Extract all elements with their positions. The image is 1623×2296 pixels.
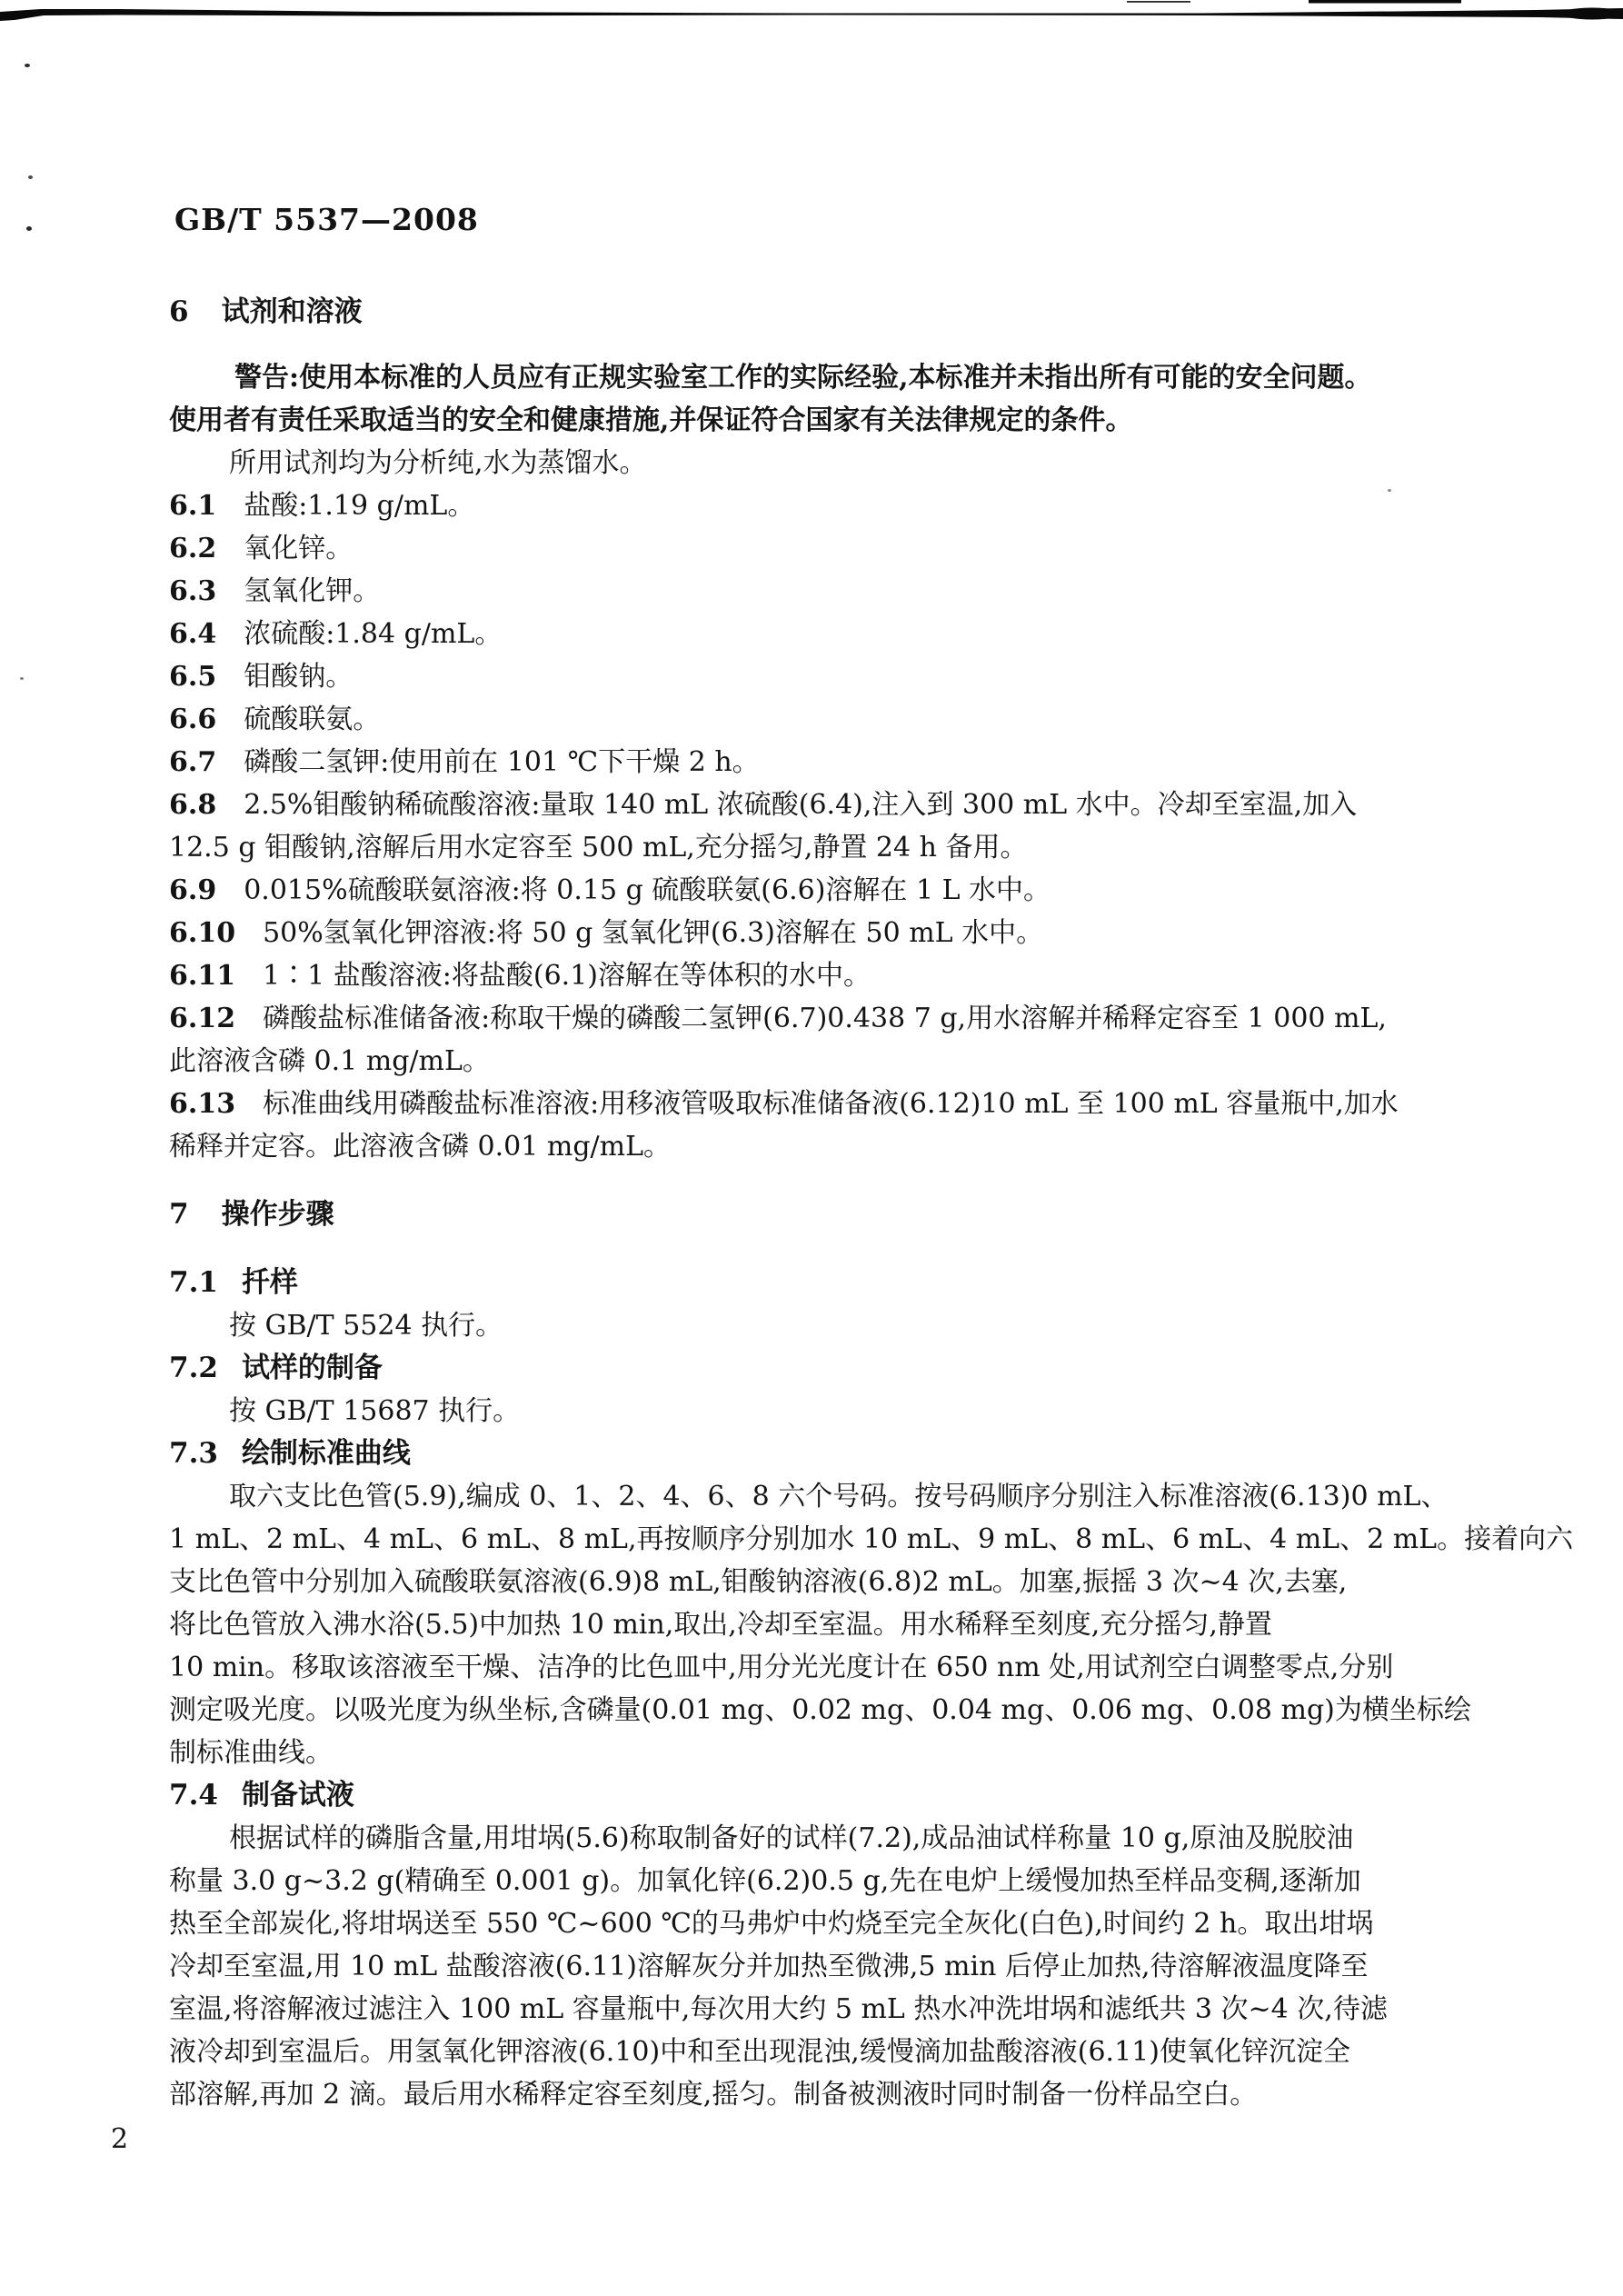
clause-7-2-heading [169, 1347, 1459, 1390]
scan-speck [26, 226, 32, 231]
clause-text: 氢氧化钾。 [244, 575, 381, 607]
clause-text: 硫酸联氨。 [244, 704, 381, 735]
heading-text: 操作步骤 [221, 1198, 334, 1231]
clause-6-2 [169, 527, 1459, 570]
body-line: 10 min。移取该溶液至干燥、洁净的比色皿中,用分光光度计在 650 nm 处,用试剂空白调整零点,分别 [169, 1652, 1394, 1683]
clause-6-3 [169, 570, 1459, 613]
body-line: 制标准曲线。 [169, 1737, 333, 1769]
body-line: 冷却至室温,用 10 mL 盐酸溶液(6.11)溶解灰分并加热至微沸,5 min 后停止加热,待溶解液温度降至 [169, 1951, 1369, 1982]
clause-number: 6 [169, 295, 189, 328]
section-6-heading [169, 291, 1459, 334]
clause-number: 7.1 [169, 1266, 218, 1299]
clause-text: 2.5%钼酸钠稀硫酸溶液:量取 140 mL 浓硫酸(6.4),注入到 300 mL 水中。冷却至室温,加入 [244, 789, 1358, 821]
clause-6-8-continuation: 12.5 g 钼酸钠,溶解后用水定容至 500 mL,充分摇匀,静置 24 h 备用。 [169, 832, 1028, 863]
clause-6-7 [169, 741, 1459, 784]
scan-artifact-top-line [0, 0, 1623, 31]
clause-text: 浓硫酸:1.84 g/mL。 [244, 618, 503, 650]
clause-6-5 [169, 655, 1459, 698]
clause-number: 6.3 [169, 575, 217, 607]
body-line: 按 GB/T 5524 执行。 [229, 1310, 503, 1342]
standard-number-header: GB/T 5537—2008 [174, 202, 479, 237]
clause-number: 6.4 [169, 618, 217, 650]
clause-text: 磷酸二氢钾:使用前在 101 ℃下干燥 2 h。 [244, 746, 760, 778]
clause-number: 6.1 [169, 490, 217, 522]
clause-6-1 [169, 484, 1459, 527]
body-line: 将比色管放入沸水浴(5.5)中加热 10 min,取出,冷却至室温。用水稀释至刻度,充分摇匀,静置 [169, 1609, 1272, 1641]
clause-number: 6.12 [169, 1003, 236, 1034]
clause-number: 7.4 [169, 1779, 218, 1812]
body-line: 热至全部炭化,将坩埚送至 550 ℃~600 ℃的马弗炉中灼烧至完全灰化(白色),时间约 2 h。取出坩埚 [169, 1908, 1374, 1940]
clause-text: 氧化锌。 [244, 533, 353, 564]
clause-text: 磷酸盐标准储备液:称取干燥的磷酸二氢钾(6.7)0.438 7 g,用水溶解并稀释定容至 1 000 mL, [263, 1003, 1387, 1034]
clause-text: 0.015%硫酸联氨溶液:将 0.15 g 硫酸联氨(6.6)溶解在 1 L 水中。 [244, 874, 1051, 906]
body-line: 1 mL、2 mL、4 mL、6 mL、8 mL,再按顺序分别加水 10 mL、9 mL、8 mL、6 mL、4 mL、2 mL。接着向六 [169, 1523, 1574, 1555]
clause-text: 1∶1 盐酸溶液:将盐酸(6.1)溶解在等体积的水中。 [263, 960, 871, 992]
clause-6-6 [169, 698, 1459, 741]
body-line: 支比色管中分别加入硫酸联氨溶液(6.9)8 mL,钼酸钠溶液(6.8)2 mL。加塞,振摇 3 次~4 次,去塞, [169, 1566, 1348, 1598]
body-line: 称量 3.0 g~3.2 g(精确至 0.001 g)。加氧化锌(6.2)0.5 g,先在电炉上缓慢加热至样品变稠,逐渐加 [169, 1865, 1361, 1897]
clause-number: 6.13 [169, 1088, 236, 1120]
clause-number: 7 [169, 1198, 189, 1231]
clause-6-10 [169, 912, 1459, 954]
section-7-heading [169, 1193, 1459, 1236]
clause-number: 6.8 [169, 789, 217, 821]
clause-6-8 [169, 784, 1459, 826]
heading-text: 试样的制备 [241, 1352, 383, 1384]
scan-speck [28, 175, 33, 179]
clause-number: 6.10 [169, 917, 236, 949]
clause-6-13 [169, 1083, 1459, 1125]
clause-text: 标准曲线用磷酸盐标准溶液:用移液管吸取标准储备液(6.12)10 mL 至 100 mL 容量瓶中,加水 [263, 1088, 1399, 1120]
body-line: 部溶解,再加 2 滴。最后用水稀释定容至刻度,摇匀。制备被测液时同时制备一份样品空白。 [169, 2079, 1258, 2111]
body-line: 室温,将溶解液过滤注入 100 mL 容量瓶中,每次用大约 5 mL 热水冲洗坩埚和滤纸共 3 次~4 次,待滤 [169, 1993, 1388, 2025]
clause-6-13-continuation: 稀释并定容。此溶液含磷 0.01 mg/mL。 [169, 1131, 671, 1163]
document-body [169, 291, 1574, 2116]
clause-7-3-heading [169, 1433, 1459, 1475]
warning-line: 使用者有责任采取适当的安全和健康措施,并保证符合国家有关法律规定的条件。 [169, 404, 1133, 436]
heading-text: 试剂和溶液 [221, 295, 363, 328]
clause-text: 盐酸:1.19 g/mL。 [244, 490, 475, 522]
clause-number: 7.2 [169, 1352, 218, 1384]
clause-number: 6.11 [169, 960, 236, 992]
body-line: 按 GB/T 15687 执行。 [229, 1395, 521, 1427]
scan-speck [20, 677, 24, 680]
body-line: 所用试剂均为分析纯,水为蒸馏水。 [229, 447, 647, 479]
clause-7-1-heading [169, 1262, 1459, 1304]
body-line: 液冷却到室温后。用氢氧化钾溶液(6.10)中和至出现混浊,缓慢滴加盐酸溶液(6.11)使氧化锌沉淀全 [169, 2036, 1350, 2068]
warning-line: 警告:使用本标准的人员应有正规实验室工作的实际经验,本标准并未指出所有可能的安全问题。 [234, 362, 1372, 394]
heading-text: 制备试液 [241, 1779, 354, 1812]
body-line: 取六支比色管(5.9),编成 0、1、2、4、6、8 六个号码。按号码顺序分别注入标准溶液(6.13)0 mL、 [229, 1481, 1449, 1512]
body-line: 根据试样的磷脂含量,用坩埚(5.6)称取制备好的试样(7.2),成品油试样称量 10 g,原油及脱胶油 [229, 1822, 1354, 1854]
clause-text: 钼酸钠。 [244, 661, 353, 693]
scan-speck [25, 64, 30, 67]
clause-text: 50%氢氧化钾溶液:将 50 g 氢氧化钾(6.3)溶解在 50 mL 水中。 [263, 917, 1044, 949]
clause-6-4 [169, 613, 1459, 655]
clause-6-12-continuation: 此溶液含磷 0.1 mg/mL。 [169, 1045, 490, 1077]
heading-text: 绘制标准曲线 [241, 1437, 411, 1470]
clause-number: 7.3 [169, 1437, 218, 1470]
clause-number: 6.5 [169, 661, 217, 693]
clause-number: 6.2 [169, 533, 217, 564]
clause-number: 6.6 [169, 704, 217, 735]
clause-6-12 [169, 997, 1459, 1040]
clause-7-4-heading [169, 1774, 1459, 1817]
clause-6-9 [169, 869, 1459, 912]
page-number: 2 [111, 2123, 129, 2155]
clause-number: 6.9 [169, 874, 217, 906]
clause-6-11 [169, 954, 1459, 997]
heading-text: 扦样 [241, 1266, 298, 1299]
body-line: 测定吸光度。以吸光度为纵坐标,含磷量(0.01 mg、0.02 mg、0.04 mg、0.06 mg、0.08 mg)为横坐标绘 [169, 1694, 1471, 1726]
clause-number: 6.7 [169, 746, 217, 778]
